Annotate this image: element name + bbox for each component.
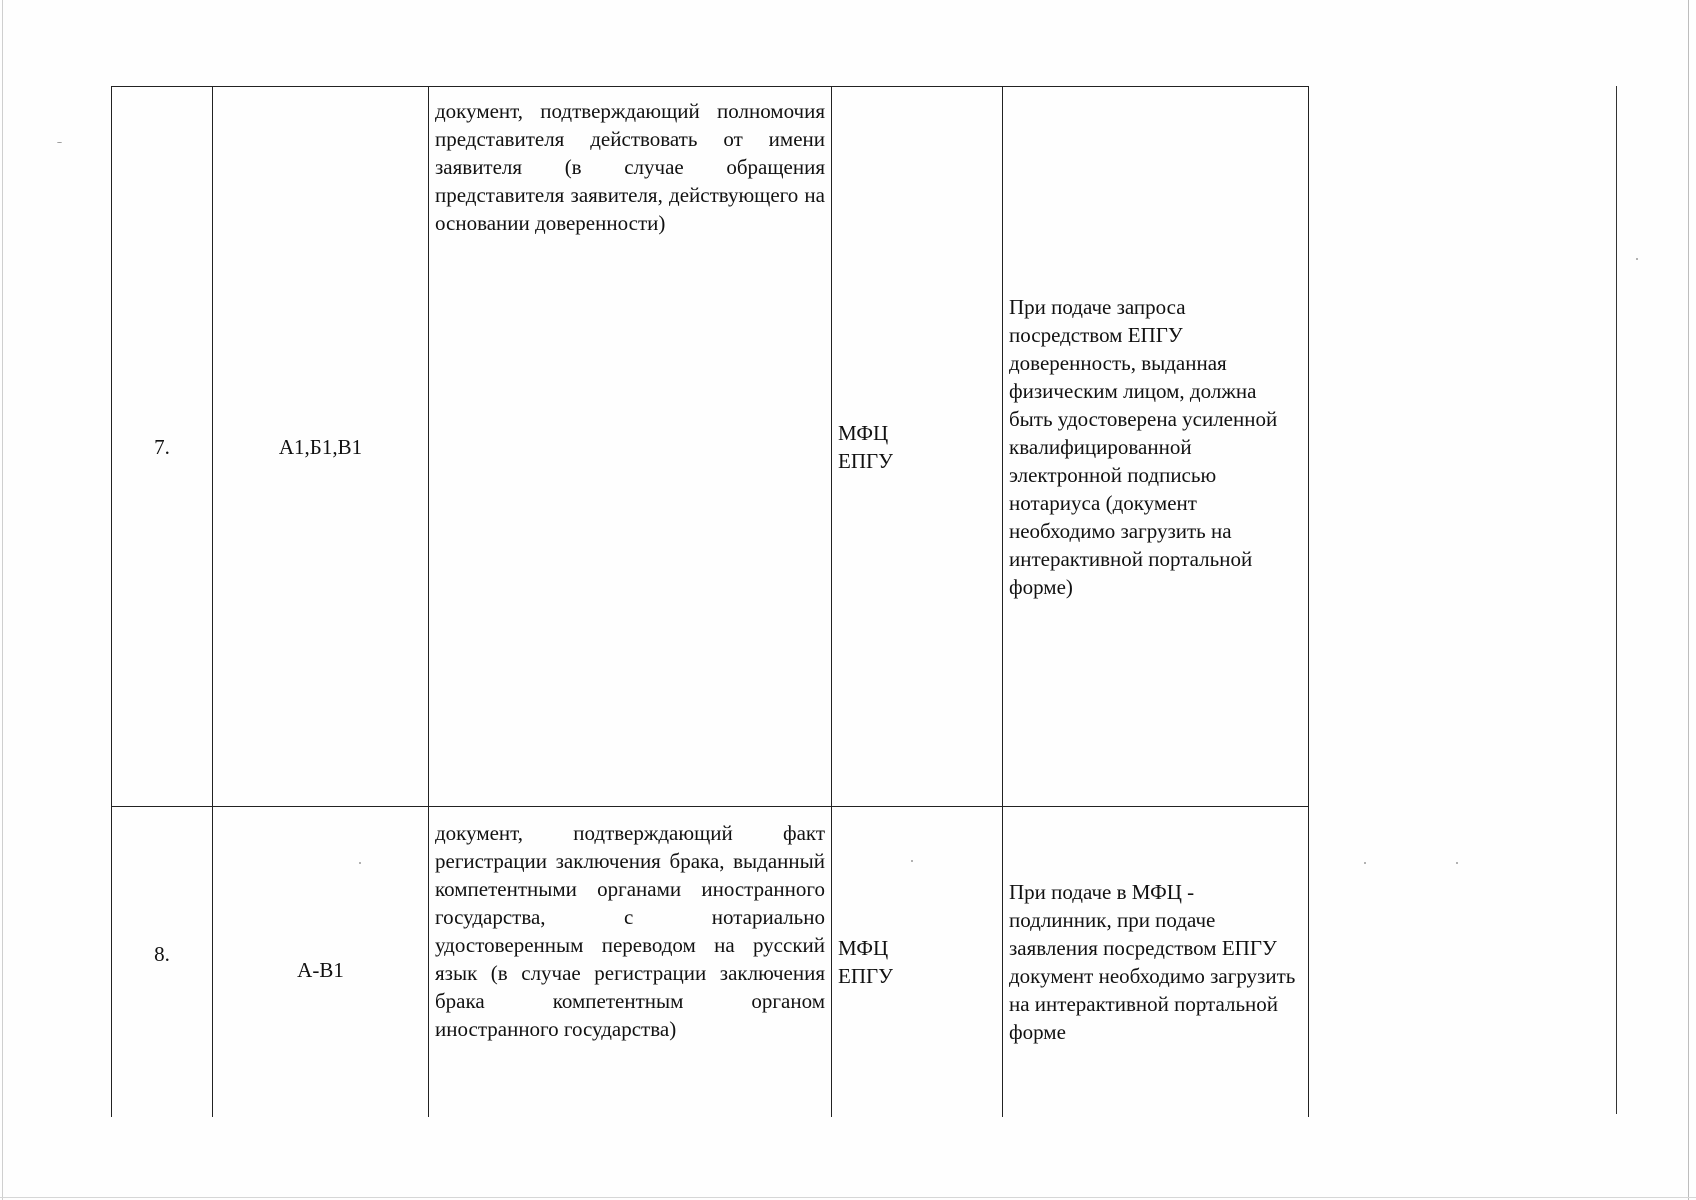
row-number-cell xyxy=(112,87,213,807)
note-cell xyxy=(1003,807,1309,1117)
document-description: документ, подтверждающий полномочия представителя действовать от имени заявителя (в случае обращения представителя заявителя, действующего на основании доверенности) xyxy=(435,99,825,235)
table-row xyxy=(112,807,1309,1117)
submission-channel: МФЦ xyxy=(838,935,889,960)
note-text: При подаче запроса посредством ЕПГУ доверенность, выданная физическим лицом, должна быть удостоверена усиленной квалифицированной электронной подписью нотариуса (документ необходимо загрузить на интерактивной портальной форме) xyxy=(1009,294,1278,599)
applicant-category-cell xyxy=(213,807,429,1117)
applicant-category-cell xyxy=(213,87,429,807)
note-text: При подаче в МФЦ - подлинник, при подаче заявления посредством ЕПГУ документ необходимо загрузить на интерактивной портальной форме xyxy=(1009,879,1296,1044)
applicant-category: А-В1 xyxy=(297,957,344,982)
margin-rule xyxy=(1616,86,1617,1114)
scan-speck xyxy=(1636,258,1638,260)
scan-edge-bottom xyxy=(0,1197,1696,1198)
row-number: 7. xyxy=(154,434,170,459)
row-number-cell xyxy=(112,807,213,1117)
document-description-cell xyxy=(429,87,832,807)
document-description-cell xyxy=(429,807,832,1117)
submission-channel: ЕПГУ xyxy=(838,448,894,473)
submission-channel-cell xyxy=(832,807,1003,1117)
row-number: 8. xyxy=(154,941,170,966)
scan-speck xyxy=(1364,862,1366,864)
scan-edge-right xyxy=(1688,0,1689,1200)
submission-channel: ЕПГУ xyxy=(838,963,894,988)
documents-table xyxy=(111,86,1309,1117)
scan-speck xyxy=(57,142,62,143)
note-cell xyxy=(1003,87,1309,807)
scan-speck xyxy=(1456,862,1458,864)
table-row xyxy=(112,87,1309,807)
applicant-category: А1,Б1,В1 xyxy=(278,434,363,459)
submission-channel-cell xyxy=(832,87,1003,807)
scan-edge-left xyxy=(2,0,3,1200)
submission-channel: МФЦ xyxy=(838,420,889,445)
document-description: документ, подтверждающий факт регистрации заключения брака, выданный компетентными органами иностранного государства, с нотариально удостоверенным переводом на русский язык (в случае регистрации заключения брака компетентным органом иностранного государства) xyxy=(435,821,825,1041)
